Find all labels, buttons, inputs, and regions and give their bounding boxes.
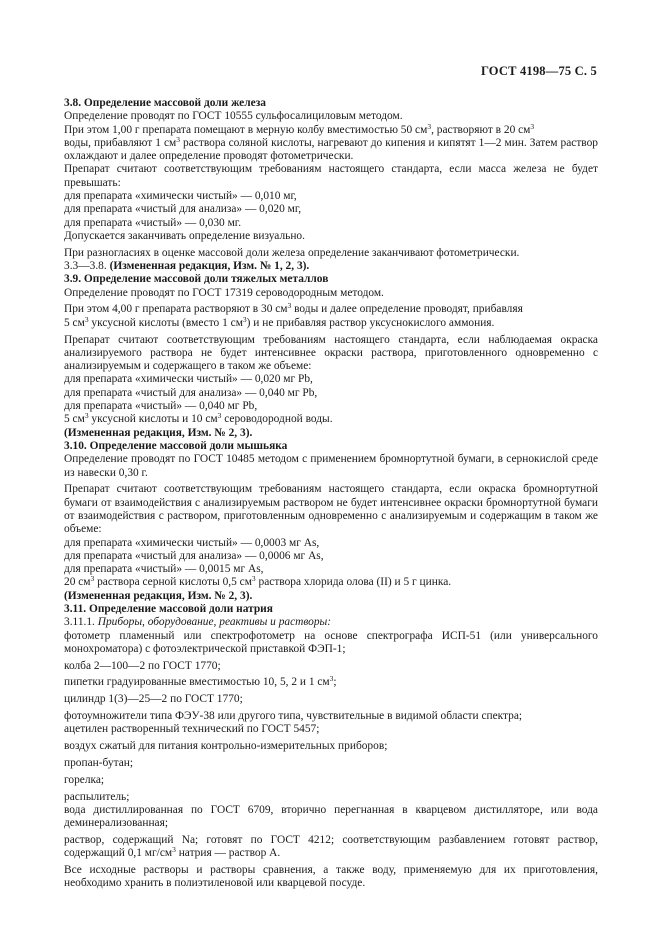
s310-list-2: для препарата «чистый для анализа» — 0,0006 мг As, bbox=[64, 549, 324, 562]
section-3-9-title: 3.9. Определение массовой доли тяжелых металлов bbox=[64, 273, 329, 286]
s311-item-9: горелка; bbox=[64, 773, 105, 786]
page-header: ГОСТ 4198—75 С. 5 bbox=[480, 64, 597, 78]
section-3-11-title: 3.11. Определение массовой доли натрия bbox=[64, 602, 273, 615]
s311-subsection: 3.11.1. Приборы, оборудование, реактивы и растворы: bbox=[64, 616, 332, 629]
s39-p3: Препарат считают соответствующим требованиям настоящего стандарта, если наблюдаемая окраска анализируемого раствора не будет интенсивнее окраски раствора, приготовленного одновременно с анализируемым и содержащего в таком же объеме: bbox=[64, 333, 598, 373]
s38-p5: При разногласиях в оценке массовой доли железа определение заканчивают фотометрически. bbox=[64, 246, 520, 259]
section-3-10-title: 3.10. Определение массовой доли мышьяка bbox=[64, 439, 288, 452]
s310-list-3: для препарата «чистый» — 0,0015 мг As, bbox=[64, 563, 264, 576]
s39-amendment: (Измененная редакция, Изм. № 2, 3). bbox=[64, 426, 253, 439]
section-3-8-title: 3.8. Определение массовой доли железа bbox=[64, 97, 266, 109]
s39-list-4: 5 $см^3$ уксусной кислоты и 10 $см^3$ сероводородной воды. bbox=[64, 411, 333, 426]
s38-p4: Допускается заканчивать определение визуально. bbox=[64, 229, 305, 242]
s311-item-6: ацетилен растворенный технический по ГОСТ 5457; bbox=[64, 723, 320, 736]
s311-item-11: вода дистиллированная по ГОСТ 6709, вторично перегнанная в кварцевом дистилляторе, или вода деминерализованная; bbox=[64, 803, 598, 830]
s310-list-1: для препарата «химически чистый» — 0,0003 мг As, bbox=[64, 536, 320, 549]
s39-p1: Определение проводят по ГОСТ 17319 сероводородным методом. bbox=[64, 286, 384, 299]
s38-list-1: для препарата «химически чистый» — 0,010 мг, bbox=[64, 190, 297, 203]
s38-list-2: для препарата «чистый для анализа» — 0,020 мг, bbox=[64, 203, 302, 216]
s311-item-4: цилиндр 1(3)—25—2 по ГОСТ 1770; bbox=[64, 693, 243, 706]
s38-p1: Определение проводят по ГОСТ 10555 сульфосалициловым методом. bbox=[64, 110, 403, 123]
s39-list-1: для препарата «химически чистый» — 0,020 мг Pb, bbox=[64, 373, 313, 386]
s311-item-10: распылитель; bbox=[64, 790, 130, 803]
s39-list-2: для препарата «чистый для анализа» — 0,040 мг Pb, bbox=[64, 386, 318, 399]
s311-item-12: раствор, содержащий Na; готовят по ГОСТ 4212; соответствующим разбавлением готовят раствор, содержащий 0,1 $мг/см^3$ натрия — раствор А. bbox=[64, 833, 598, 860]
s310-p1: Определение проводят по ГОСТ 10485 методом с применением бромнортутной бумаги, в сернокислой среде из навески 0,30 г. bbox=[64, 453, 598, 479]
s38-p2: При этом 1,00 г препарата помещают в мерную колбу вместимостью 50 $см^3$, растворяют в 20 $см^3$ воды, прибавляют 1 $см^3$ раствора соляной кислоты, нагревают до кипения и кипятят 1—2 мин. Затем раствор охлаждают и далее определение проводят фотометрически. bbox=[64, 121, 598, 163]
s311-item-1: фотометр пламенный или спектрофотометр на основе спектрографа ИСП-51 (или универсального монохроматора) с фотоэлектрической приставкой ФЭП-1; bbox=[64, 629, 598, 655]
document-body bbox=[64, 97, 598, 891]
s311-item-7: воздух сжатый для питания контрольно-измерительных приборов; bbox=[64, 740, 388, 753]
s310-amendment: (Измененная редакция, Изм. № 2, 3). bbox=[64, 589, 253, 602]
s39-list-3: для препарата «чистый» — 0,040 мг Pb, bbox=[64, 400, 258, 413]
s311-item-3: пипетки градуированные вместимостью 10, 5, 2 и 1 $см^3$; bbox=[64, 674, 337, 689]
s311-item-2: колба 2—100—2 по ГОСТ 1770; bbox=[64, 659, 221, 672]
s38-list-3: для препарата «чистый» — 0,030 мг. bbox=[64, 216, 242, 229]
s310-p2: Препарат считают соответствующим требованиям настоящего стандарта, если окраска бромнортутной бумаги от взаимодействия с анализируемым раствором не будет интенсивнее окраски бромнортутной бумаги от взаимодействия с раствором, приготовленным одновременно с анализируемым и содержащим в таком же объеме: bbox=[64, 483, 598, 536]
s311-item-8: пропан-бутан; bbox=[64, 756, 134, 769]
s38-amendment: 3.3—3.8. (Измененная редакция, Изм. № 1, 2, 3). bbox=[64, 260, 310, 273]
s311-final-paragraph: Все исходные растворы и растворы сравнения, а также воду, применяемую для их приготовления, необходимо хранить в полиэтиленовой или кварцевой посуде. bbox=[64, 864, 598, 890]
s310-list-4: 20 $см^3$ раствора серной кислоты 0,5 $см^3$ раствора хлорида олова (II) и 5 г цинка. bbox=[64, 574, 452, 589]
s39-p2: При этом 4,00 г препарата растворяют в 30 $см^3$ воды и далее определение проводят, прибавляя 5 $см^3$ уксусной кислоты (вместо 1 $см^3$) и не прибавляя раствор уксуснокислого аммония. bbox=[64, 301, 523, 329]
s38-p3: Препарат считают соответствующим требованиям настоящего стандарта, если масса железа не будет превышать: bbox=[64, 163, 598, 189]
s311-item-5: фотоумножители типа ФЭУ-38 или другого типа, чувствительные в видимой области спектра; bbox=[64, 710, 523, 723]
